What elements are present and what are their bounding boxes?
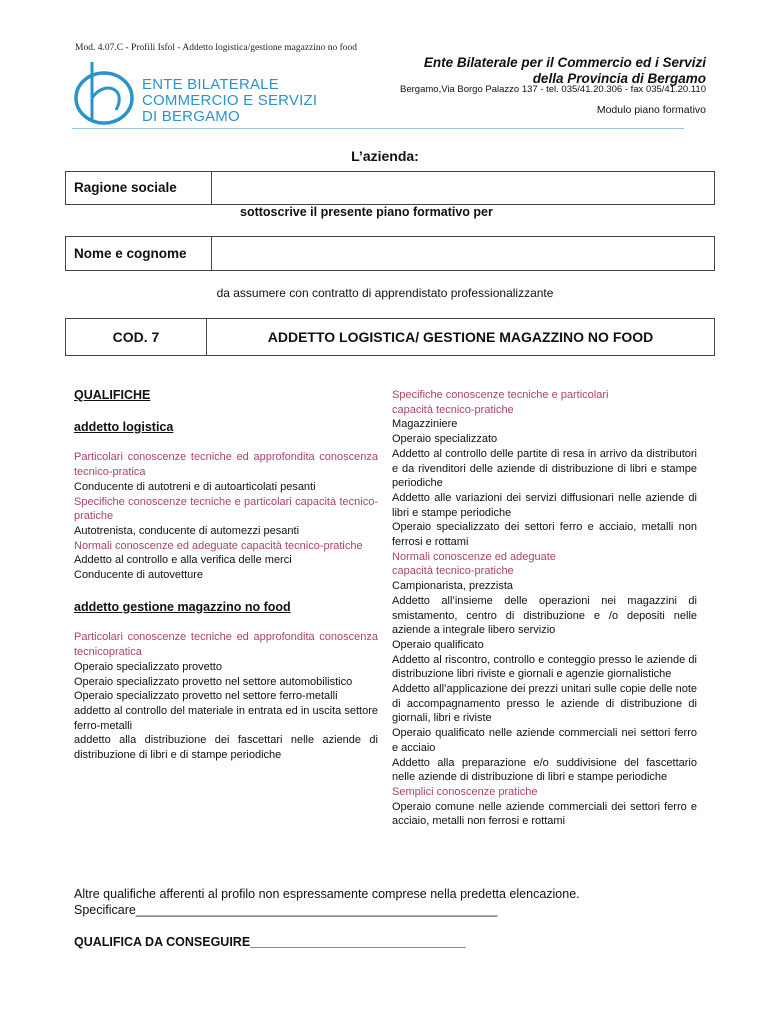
- right-role-13: Operaio comune nelle aziende commerciali dei settori ferro e acciaio, metalli non ferrosi e rottami: [392, 800, 697, 828]
- addetto-logistica-heading: addetto logistica: [74, 419, 174, 434]
- logo-line-1: ENTE BILATERALE: [142, 76, 279, 93]
- other-qualifications: [74, 886, 714, 918]
- organization-name: [424, 55, 706, 87]
- right-role-12: Addetto alla preparazione e/o suddivisione del fascettario nelle aziende di distribuzione di libri e stampe periodiche: [392, 756, 697, 784]
- qualifiche-right-column: [392, 388, 697, 829]
- logo-line-3: DI BERGAMO: [142, 108, 240, 125]
- logistica-role-4: Conducente di autovetture: [74, 569, 204, 582]
- right-role-1: Magazziniere: [392, 418, 458, 431]
- nome-cognome-row: [65, 236, 715, 271]
- right-role-7: Addetto all’insieme delle operazioni nei magazzini di smistamento, centro di distribuzione e /o depositi nelle aziende a integrale libero servizio: [392, 594, 697, 637]
- nome-cognome-field[interactable]: [212, 237, 714, 270]
- right-role-8: Operaio qualificato: [392, 638, 484, 651]
- other-qualifications-text: Altre qualifiche afferenti al profilo non espressamente comprese nella predetta elencazione.: [74, 887, 580, 901]
- subscription-text: sottoscrive il presente piano formativo per: [240, 205, 493, 219]
- logistica-level-3: Normali conoscenze ed adeguate capacità tecnico-pratiche: [74, 539, 363, 552]
- magazzino-role-2: Operaio specializzato provetto nel settore automobilistico: [74, 675, 353, 688]
- magazzino-level-1: Particolari conoscenze tecniche ed approfondita conoscenza tecnicopratica: [74, 631, 378, 659]
- right-level-3: Semplici conoscenze pratiche: [392, 785, 538, 798]
- right-level-1: Specifiche conoscenze tecniche e particolari capacità tecnico-pratiche: [392, 389, 609, 416]
- magazzino-role-1: Operaio specializzato provetto: [74, 660, 222, 673]
- org-line-1: Ente Bilaterale per il Commercio ed i Servizi: [423, 55, 706, 70]
- right-role-9: Addetto al riscontro, controllo e conteggio presso le aziende di distribuzione libri riviste e giornali e agenzie giornalistiche: [392, 653, 697, 681]
- logistica-role-1: Conducente di autotreni e di autoarticolati pesanti: [74, 480, 316, 493]
- qualifiche-left-column: [74, 388, 378, 763]
- logistica-role-2: Autotrenista, conducente di automezzi pesanti: [74, 524, 300, 537]
- qualification-to-achieve[interactable]: QUALIFICA DA CONSEGUIRE_______________________________: [74, 935, 466, 949]
- ragione-sociale-row: [65, 171, 715, 205]
- magazzino-role-3: Operaio specializzato provetto nel settore ferro-metalli: [74, 690, 338, 703]
- company-heading: L’azienda:: [351, 148, 419, 164]
- logistica-role-3: Addetto al controllo e alla verifica delle merci: [74, 554, 292, 567]
- org-line-2: della Provincia di Bergamo: [532, 71, 706, 86]
- addetto-magazzino-heading: addetto gestione magazzino no food: [74, 599, 291, 614]
- profile-code: COD. 7: [112, 329, 160, 345]
- module-reference: Mod. 4.07.C - Profili Isfol - Addetto logistica/gestione magazzino no food: [75, 43, 358, 53]
- right-role-6: Campionarista, prezzista: [392, 580, 514, 593]
- right-role-11: Operaio qualificato nelle aziende commerciali nei settori ferro e acciaio: [392, 727, 697, 754]
- qualifiche-heading: QUALIFICHE: [74, 388, 151, 402]
- contract-text: da assumere con contratto di apprendistato professionalizzante: [216, 286, 554, 300]
- header-divider: [72, 128, 684, 129]
- ragione-sociale-field[interactable]: [212, 172, 714, 204]
- nome-cognome-label: Nome e cognome: [74, 246, 187, 261]
- right-role-10: Addetto all’applicazione dei prezzi unitari sulle copie delle note di accompagnamento presso le aziende di distribuzione di giornali, libri e riviste: [392, 683, 697, 725]
- right-level-2: Normali conoscenze ed adeguate capacità tecnico-pratiche: [392, 550, 556, 578]
- ragione-sociale-label: Ragione sociale: [74, 180, 177, 195]
- logistica-level-2: Specifiche conoscenze tecniche e particolari capacità tecnico-pratiche: [74, 495, 378, 523]
- document-type: Modulo piano formativo: [596, 104, 706, 116]
- organization-address: Bergamo,Via Borgo Palazzo 137 - tel. 035/41.20.306 - fax 035/41.20.110: [400, 84, 706, 95]
- right-role-5: Operaio specializzato dei settori ferro e acciaio, metalli non ferrosi e rottami: [392, 521, 697, 549]
- magazzino-role-5: addetto alla distribuzione dei fascettari nelle aziende di distribuzione di libri e di stampe periodiche: [74, 734, 378, 762]
- right-role-2: Operaio specializzato: [392, 433, 498, 446]
- specify-field[interactable]: Specificare____________________________________________________: [74, 903, 498, 917]
- profile-code-row: [65, 318, 715, 356]
- logo-line-2: COMMERCIO E SERVIZI: [142, 92, 318, 109]
- logo-wordmark: [142, 77, 317, 125]
- magazzino-role-4: addetto al controllo del materiale in entrata ed in uscita settore ferro-metalli: [74, 704, 378, 732]
- right-role-3: Addetto al controllo delle partite di resa in arrivo da distributori e da rivenditori delle aziende di distribuzione di libri e stampe periodiche: [392, 447, 697, 490]
- logistica-level-1: Particolari conoscenze tecniche ed approfondita conoscenza tecnico-pratica: [74, 451, 378, 479]
- right-role-4: Addetto alle variazioni dei servizi diffusionari nelle aziende di libri e stampe periodiche: [392, 491, 697, 519]
- profile-title: ADDETTO LOGISTICA/ GESTIONE MAGAZZINO NO FOOD: [267, 329, 654, 345]
